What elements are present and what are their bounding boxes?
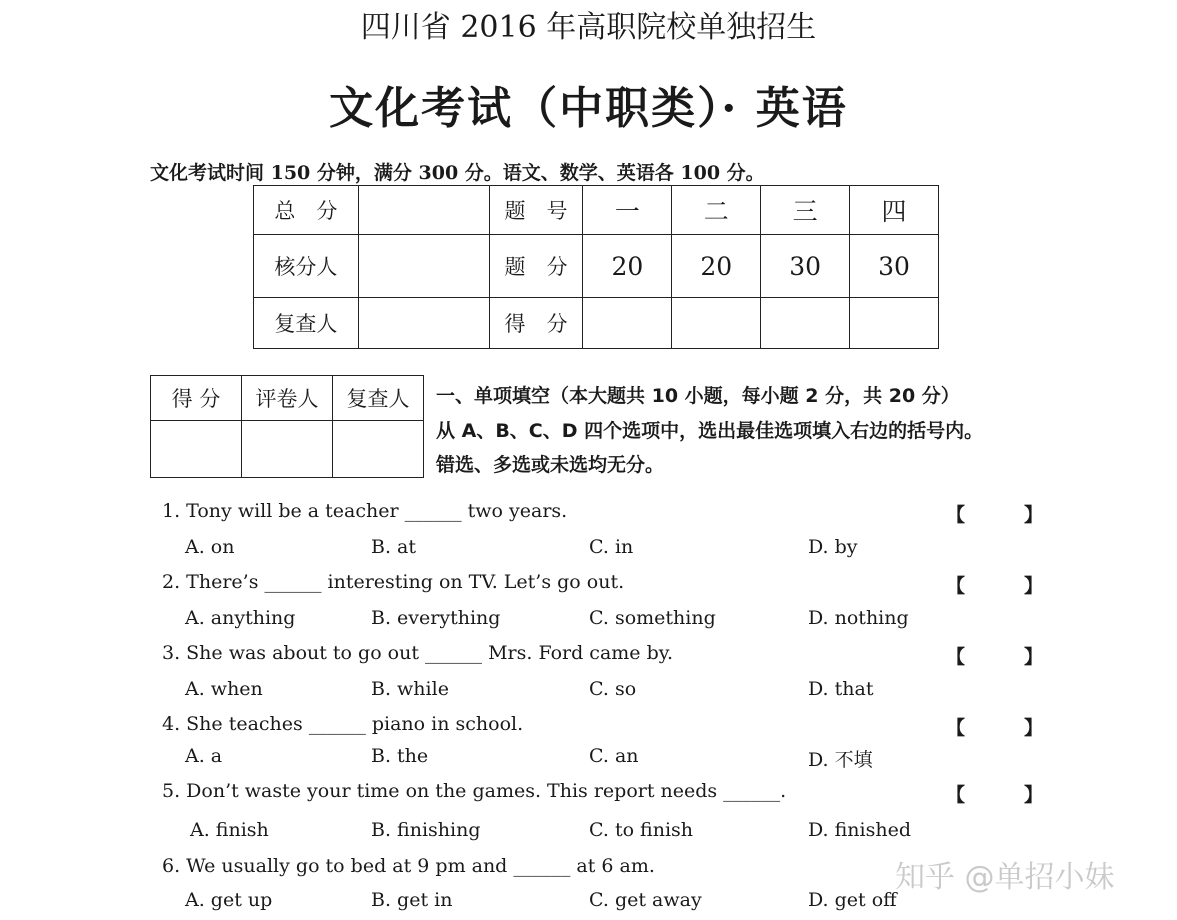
table-cell [583, 298, 672, 349]
option-d: D. 不填 [808, 749, 873, 771]
option-a: A. anything [185, 607, 296, 629]
answer-bracket-open: 【 [946, 717, 966, 739]
option-d: D. by [808, 536, 858, 558]
table-cell: 四 [850, 186, 939, 235]
watermark: 知乎 @单招小妹 [895, 860, 1115, 895]
table-cell: 一 [583, 186, 672, 235]
option-b: B. while [371, 678, 449, 700]
table-cell: 题 号 [489, 186, 583, 235]
section-title: 一、单项填空（本大题共 10 小题，每小题 2 分，共 20 分） [436, 385, 960, 407]
table-cell: 得 分 [489, 298, 583, 349]
section-instruction: 错选、多选或未选均无分。 [436, 454, 665, 476]
grader-table [150, 375, 424, 478]
table-cell [358, 298, 489, 349]
table-cell: 20 [583, 235, 672, 298]
answer-bracket-open: 【 [946, 784, 966, 806]
question-stem: 3. She was about to go out ______ Mrs. Ford came by. [162, 642, 673, 664]
option-b: B. at [371, 536, 417, 558]
table-cell: 30 [850, 235, 939, 298]
answer-bracket-close: 】 [1024, 504, 1044, 526]
option-d: D. nothing [808, 607, 909, 629]
table-row [254, 298, 939, 349]
option-c: C. get away [589, 889, 702, 911]
table-cell: 复查人 [254, 298, 359, 349]
answer-bracket-close: 】 [1024, 575, 1044, 597]
question-stem: 6. We usually go to bed at 9 pm and ______ at 6 am. [162, 855, 655, 877]
table-header: 评卷人 [242, 376, 333, 421]
option-b: B. finishing [371, 819, 481, 841]
table-row [254, 235, 939, 298]
table-header: 复查人 [333, 376, 424, 421]
table-cell: 三 [761, 186, 850, 235]
option-b: B. get in [371, 889, 453, 911]
exam-header-title: 四川省 2016 年高职院校单独招生 [360, 10, 817, 45]
answer-bracket-open: 【 [946, 575, 966, 597]
option-c: C. an [589, 745, 639, 767]
table-cell: 20 [672, 235, 761, 298]
option-c: C. something [589, 607, 716, 629]
answer-bracket-open: 【 [946, 504, 966, 526]
answer-bracket-open: 【 [946, 646, 966, 668]
table-cell: 30 [761, 235, 850, 298]
question-stem: 5. Don’t waste your time on the games. This report needs ______. [162, 780, 787, 802]
table-cell [761, 298, 850, 349]
table-cell [850, 298, 939, 349]
table-cell [358, 186, 489, 235]
option-b: B. the [371, 745, 429, 767]
table-row [254, 186, 939, 235]
option-d: D. that [808, 678, 874, 700]
option-a: A. get up [185, 889, 273, 911]
score-summary-table [253, 185, 939, 349]
table-cell [242, 421, 333, 478]
answer-bracket-close: 】 [1024, 784, 1044, 806]
table-cell: 核分人 [254, 235, 359, 298]
answer-bracket-close: 】 [1024, 717, 1044, 739]
question-stem: 1. Tony will be a teacher ______ two years. [162, 500, 568, 522]
option-a: A. a [185, 745, 223, 767]
option-c: C. to finish [589, 819, 694, 841]
table-cell: 题 分 [489, 235, 583, 298]
exam-time-note: 文化考试时间 150 分钟，满分 300 分。语文、数学、英语各 100 分。 [150, 162, 765, 184]
table-row [151, 421, 424, 478]
table-cell [333, 421, 424, 478]
option-a: A. when [185, 678, 263, 700]
table-cell [358, 235, 489, 298]
section-instruction: 从 A、B、C、D 四个选项中，选出最佳选项填入右边的括号内。 [436, 420, 984, 442]
option-b: B. everything [371, 607, 501, 629]
exam-subject-title: 文化考试（中职类）· 英语 [329, 83, 848, 134]
option-a: A. finish [190, 819, 269, 841]
table-row [151, 376, 424, 421]
table-header: 得 分 [151, 376, 242, 421]
question-stem: 4. She teaches ______ piano in school. [162, 713, 524, 735]
option-d: D. get off [808, 889, 897, 911]
table-cell: 总 分 [254, 186, 359, 235]
answer-bracket-close: 】 [1024, 646, 1044, 668]
table-cell: 二 [672, 186, 761, 235]
option-c: C. in [589, 536, 634, 558]
table-cell [151, 421, 242, 478]
table-cell [672, 298, 761, 349]
option-c: C. so [589, 678, 637, 700]
option-d: D. finished [808, 819, 912, 841]
question-stem: 2. There’s ______ interesting on TV. Let’s go out. [162, 571, 625, 593]
option-a: A. on [185, 536, 235, 558]
